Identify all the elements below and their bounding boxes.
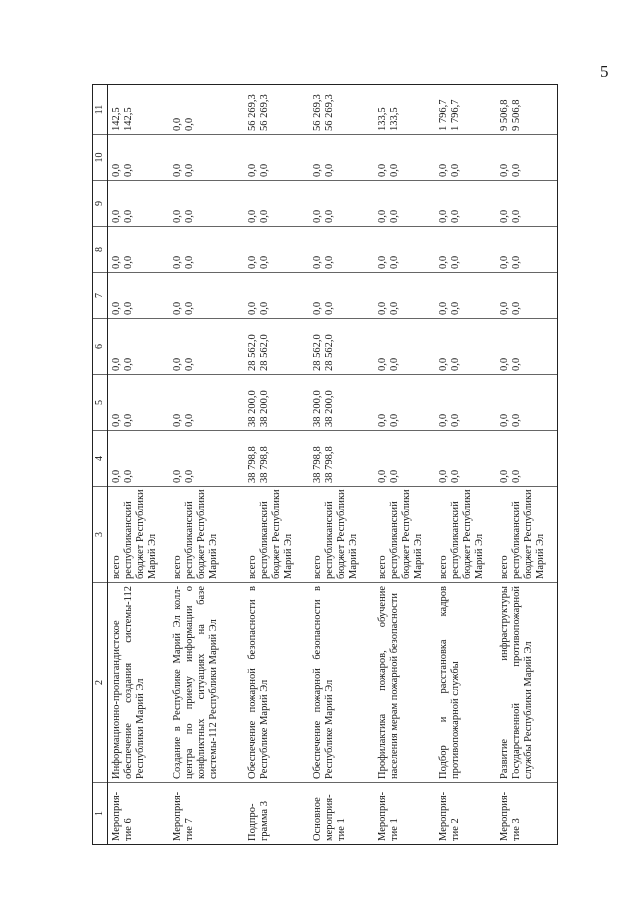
row-source-cell: всего республиканский бюджет Республики Марий Эл bbox=[435, 487, 496, 583]
value-cell: 0,0 0,0 bbox=[108, 319, 170, 375]
value-cell: 0,0 0,0 bbox=[169, 85, 244, 135]
table-row bbox=[435, 85, 496, 845]
value-cell: 0,0 0,0 bbox=[108, 181, 170, 227]
row-source-cell: всего республиканский бюджет Республики Марий Эл bbox=[496, 487, 558, 583]
value-cell: 9 506,8 9 506,8 bbox=[496, 85, 558, 135]
value-cell: 0,0 0,0 bbox=[435, 319, 496, 375]
value-cell: 0,0 0,0 bbox=[309, 135, 374, 181]
value-cell: 0,0 0,0 bbox=[496, 273, 558, 319]
header-cell: 3 bbox=[93, 487, 108, 583]
value-cell: 0,0 0,0 bbox=[108, 431, 170, 487]
value-cell: 0,0 0,0 bbox=[244, 273, 309, 319]
value-cell: 0,0 0,0 bbox=[169, 431, 244, 487]
row-name-cell: Создание в Республике Марий Эл колл-центра по приему информации о конфликтных ситуациях на базе системы-112 Республики Марий Эл bbox=[169, 583, 244, 783]
value-cell: 0,0 0,0 bbox=[496, 135, 558, 181]
value-cell: 0,0 0,0 bbox=[374, 181, 435, 227]
value-cell: 0,0 0,0 bbox=[169, 135, 244, 181]
table-row bbox=[169, 85, 244, 845]
value-cell: 133,5 133,5 bbox=[374, 85, 435, 135]
rotated-table-container bbox=[92, 85, 552, 845]
header-cell: 10 bbox=[93, 135, 108, 181]
value-cell: 28 562,0 28 562,0 bbox=[244, 319, 309, 375]
row-code-cell: Мероприя- тие 3 bbox=[496, 783, 558, 845]
value-cell: 0,0 0,0 bbox=[169, 227, 244, 273]
header-cell: 5 bbox=[93, 375, 108, 431]
value-cell: 28 562,0 28 562,0 bbox=[309, 319, 374, 375]
value-cell: 0,0 0,0 bbox=[108, 227, 170, 273]
value-cell: 0,0 0,0 bbox=[374, 227, 435, 273]
value-cell: 56 269,3 56 269,3 bbox=[244, 85, 309, 135]
row-code-cell: Мероприя- тие 2 bbox=[435, 783, 496, 845]
table-row bbox=[108, 85, 170, 845]
value-cell: 0,0 0,0 bbox=[435, 135, 496, 181]
value-cell: 0,0 0,0 bbox=[374, 375, 435, 431]
row-name-cell: Развитие инфраструктуры Государственной противопожарной службы Республики Марий Эл bbox=[496, 583, 558, 783]
header-cell: 9 bbox=[93, 181, 108, 227]
value-cell: 0,0 0,0 bbox=[435, 375, 496, 431]
value-cell: 0,0 0,0 bbox=[108, 135, 170, 181]
row-code-cell: Подпро- грамма 3 bbox=[244, 783, 309, 845]
page-number: 5 bbox=[600, 62, 609, 81]
value-cell: 0,0 0,0 bbox=[435, 273, 496, 319]
value-cell: 0,0 0,0 bbox=[435, 181, 496, 227]
table-row bbox=[244, 85, 309, 845]
table-row bbox=[374, 85, 435, 845]
table-row bbox=[496, 85, 558, 845]
value-cell: 38 798,8 38 798,8 bbox=[309, 431, 374, 487]
value-cell: 0,0 0,0 bbox=[169, 319, 244, 375]
value-cell: 0,0 0,0 bbox=[244, 181, 309, 227]
value-cell: 0,0 0,0 bbox=[435, 227, 496, 273]
value-cell: 0,0 0,0 bbox=[374, 431, 435, 487]
row-source-cell: всего республиканский бюджет Республики Марий Эл bbox=[374, 487, 435, 583]
value-cell: 0,0 0,0 bbox=[435, 431, 496, 487]
value-cell: 0,0 0,0 bbox=[496, 227, 558, 273]
budget-table bbox=[92, 84, 558, 845]
row-source-cell: всего республиканский бюджет Республики Марий Эл bbox=[244, 487, 309, 583]
row-source-cell: всего республиканский бюджет Республики Марий Эл bbox=[309, 487, 374, 583]
row-name-cell: Профилактика пожаров, обучение населения мерам пожарной безопасности bbox=[374, 583, 435, 783]
row-name-cell: Обеспечение пожарной безопасности в Республике Марий Эл bbox=[309, 583, 374, 783]
row-name-cell: Обеспечение пожарной безопасности в Республике Марий Эл bbox=[244, 583, 309, 783]
value-cell: 0,0 0,0 bbox=[496, 431, 558, 487]
row-name-cell: Подбор и расстановка кадров противопожарной службы bbox=[435, 583, 496, 783]
value-cell: 0,0 0,0 bbox=[309, 273, 374, 319]
value-cell: 1 796,7 1 796,7 bbox=[435, 85, 496, 135]
value-cell: 0,0 0,0 bbox=[374, 135, 435, 181]
value-cell: 0,0 0,0 bbox=[108, 375, 170, 431]
row-code-cell: Мероприя- тие 7 bbox=[169, 783, 244, 845]
value-cell: 0,0 0,0 bbox=[169, 181, 244, 227]
header-row bbox=[93, 85, 108, 845]
value-cell: 38 200,0 38 200,0 bbox=[309, 375, 374, 431]
row-code-cell: Основное мероприя- тие 1 bbox=[309, 783, 374, 845]
value-cell: 38 200,0 38 200,0 bbox=[244, 375, 309, 431]
value-cell: 142,5 142,5 bbox=[108, 85, 170, 135]
value-cell: 0,0 0,0 bbox=[496, 319, 558, 375]
header-cell: 4 bbox=[93, 431, 108, 487]
value-cell: 0,0 0,0 bbox=[169, 375, 244, 431]
value-cell: 0,0 0,0 bbox=[496, 181, 558, 227]
row-code-cell: Мероприя- тие 6 bbox=[108, 783, 170, 845]
header-cell: 7 bbox=[93, 273, 108, 319]
header-cell: 8 bbox=[93, 227, 108, 273]
header-cell: 2 bbox=[93, 583, 108, 783]
header-cell: 11 bbox=[93, 85, 108, 135]
row-name-cell: Информационно-пропагандистское обеспечение создания системы-112 Республики Марий Эл bbox=[108, 583, 170, 783]
value-cell: 0,0 0,0 bbox=[169, 273, 244, 319]
header-cell: 6 bbox=[93, 319, 108, 375]
value-cell: 0,0 0,0 bbox=[244, 135, 309, 181]
header-cell: 1 bbox=[93, 783, 108, 845]
value-cell: 0,0 0,0 bbox=[496, 375, 558, 431]
table-row bbox=[309, 85, 374, 845]
value-cell: 0,0 0,0 bbox=[374, 319, 435, 375]
row-code-cell: Мероприя- тие 1 bbox=[374, 783, 435, 845]
value-cell: 0,0 0,0 bbox=[309, 227, 374, 273]
value-cell: 0,0 0,0 bbox=[108, 273, 170, 319]
row-source-cell: всего республиканский бюджет Республики Марий Эл bbox=[169, 487, 244, 583]
value-cell: 0,0 0,0 bbox=[309, 181, 374, 227]
row-source-cell: всего республиканский бюджет Республики Марий Эл bbox=[108, 487, 170, 583]
value-cell: 0,0 0,0 bbox=[374, 273, 435, 319]
value-cell: 0,0 0,0 bbox=[244, 227, 309, 273]
value-cell: 38 798,8 38 798,8 bbox=[244, 431, 309, 487]
value-cell: 56 269,3 56 269,3 bbox=[309, 85, 374, 135]
